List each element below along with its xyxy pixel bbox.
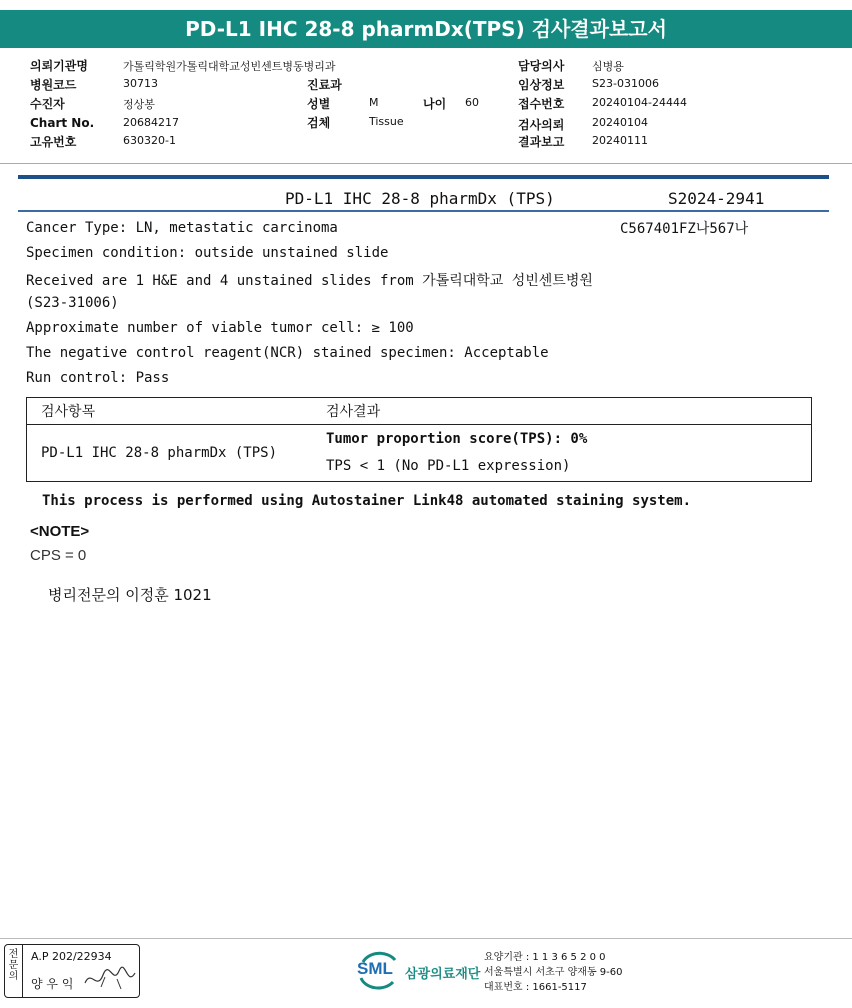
org-value: 가톨릭학원가톨릭대학교성빈센트병동병리과 xyxy=(123,60,336,73)
table-row xyxy=(27,425,812,482)
report-line: Cancer Type: LN, metastatic carcinoma xyxy=(26,220,338,236)
report-top-rule xyxy=(18,175,829,179)
receipt-value: 20240104-24444 xyxy=(592,96,687,109)
tps-result: Tumor proportion score(TPS): 0% xyxy=(326,431,588,447)
unique-label: 고유번호 xyxy=(30,135,77,149)
col-result-header: 검사결과 xyxy=(312,398,812,425)
clinical-label: 임상정보 xyxy=(518,78,565,92)
sex-label: 성별 xyxy=(307,97,331,111)
header-divider xyxy=(0,163,852,164)
provider-number: 요양기관 : 1 1 3 6 5 2 0 0 xyxy=(484,952,606,963)
doctor-value: 심병용 xyxy=(592,60,624,73)
doctor-label: 담당의사 xyxy=(518,59,565,73)
stamp-side-label xyxy=(5,945,23,997)
stamp-ap: A.P 202/22934 xyxy=(31,950,112,963)
sex-value: M xyxy=(369,96,379,109)
test-result xyxy=(312,425,812,482)
result-table xyxy=(26,397,812,482)
test-title: PD-L1 IHC 28-8 pharmDx (TPS) xyxy=(285,189,555,208)
handwritten-signature xyxy=(81,963,139,993)
age-value: 60 xyxy=(465,96,479,109)
test-number: S2024-2941 xyxy=(668,189,765,208)
specimen-value: Tissue xyxy=(369,115,404,128)
slide-code: C567401FZ나567나 xyxy=(620,221,749,237)
org-name: 삼광의료재단 xyxy=(405,967,481,982)
tps-interpretation: TPS < 1 (No PD-L1 expression) xyxy=(326,458,571,474)
test-item: PD-L1 IHC 28-8 pharmDx (TPS) xyxy=(27,425,313,482)
dept-label: 진료과 xyxy=(307,78,342,92)
report-line: Run control: Pass xyxy=(26,370,170,386)
report-line: Specimen condition: outside unstained slide xyxy=(26,245,389,261)
sml-logo xyxy=(357,948,399,990)
org-phone: 대표번호 : 1661-5117 xyxy=(484,982,587,993)
stamp-name: 양 우 익 xyxy=(31,977,74,991)
footer-divider xyxy=(0,938,852,939)
specialist-stamp xyxy=(4,944,140,998)
note-value: CPS = 0 xyxy=(30,547,87,564)
chart-value: 20684217 xyxy=(123,116,179,129)
org-label: 의뢰기관명 xyxy=(30,59,88,73)
report-line: Approximate number of viable tumor cell: ≥ 100 xyxy=(26,320,414,336)
table-header-row xyxy=(27,398,812,425)
col-item-header: 검사항목 xyxy=(27,398,313,425)
receipt-label: 접수번호 xyxy=(518,97,565,111)
report-title: PD-L1 IHC 28-8 pharmDx(TPS) 검사결과보고서 xyxy=(0,10,852,48)
code-value: 30713 xyxy=(123,77,158,90)
clinical-value: S23-031006 xyxy=(592,77,659,90)
request-label: 검사의뢰 xyxy=(518,118,565,132)
report-value: 20240111 xyxy=(592,134,648,147)
chart-label: Chart No. xyxy=(30,116,95,130)
code-label: 병원코드 xyxy=(30,78,77,92)
logo-text: SML xyxy=(357,959,393,978)
stamp-side-text: 전문의 xyxy=(8,949,19,982)
org-address: 서울특별시 서초구 양재동 9-60 xyxy=(484,967,623,978)
request-value: 20240104 xyxy=(592,116,648,129)
patient-label: 수진자 xyxy=(30,97,65,111)
report-line: Received are 1 H&E and 4 unstained slides from 가톨릭대학교 성빈센트병원 xyxy=(26,273,593,289)
report-line: (S23-31006) xyxy=(26,295,119,311)
pathologist-signature: 병리전문의 이정훈 1021 xyxy=(48,586,212,604)
specimen-label: 검체 xyxy=(307,116,331,130)
age-label: 나이 xyxy=(423,97,447,111)
report-line: The negative control reagent(NCR) stained specimen: Acceptable xyxy=(26,345,549,361)
process-statement: This process is performed using Autostainer Link48 automated staining system. xyxy=(42,493,692,509)
patient-value: 정상봉 xyxy=(123,98,155,111)
report-label: 결과보고 xyxy=(518,135,565,149)
unique-value: 630320-1 xyxy=(123,134,176,147)
report-sub-rule xyxy=(18,210,829,212)
note-title: <NOTE> xyxy=(30,523,90,540)
org-contact xyxy=(484,950,623,995)
